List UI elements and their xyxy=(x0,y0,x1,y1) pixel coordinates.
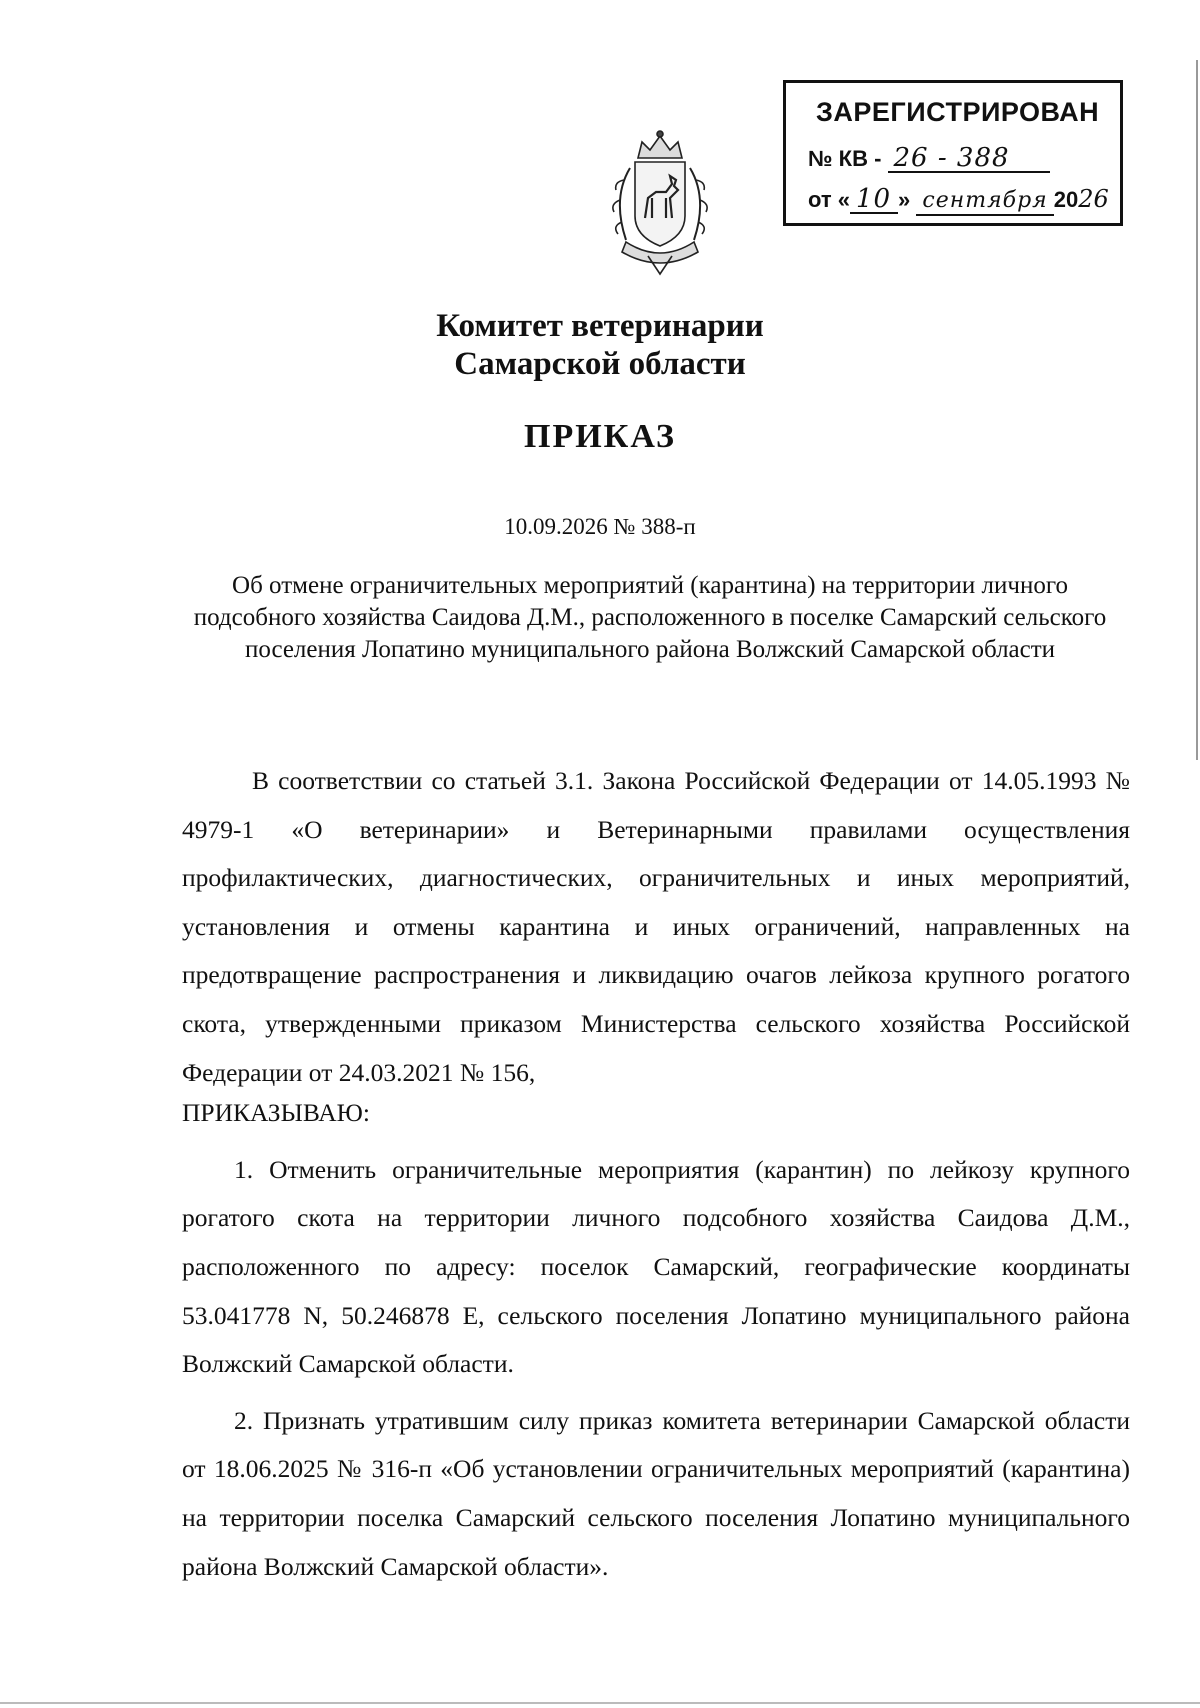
organization-name-line2: Самарской области xyxy=(454,346,746,382)
stamp-day-handwritten: 10 xyxy=(850,186,898,214)
document-date-number: 10.09.2026 № 388-п xyxy=(504,514,696,539)
stamp-date-line xyxy=(808,185,1109,216)
document-body xyxy=(182,757,1130,1591)
scan-bottom-edge xyxy=(0,1702,1200,1704)
stamp-number-line xyxy=(808,145,1050,173)
decree-word: ПРИКАЗЫВАЮ: xyxy=(182,1098,370,1128)
stamp-title: ЗАРЕГИСТРИРОВАН xyxy=(816,97,1100,127)
stamp-date-middle: » xyxy=(898,187,911,212)
document-title: Об отмене ограничительных мероприятий (карантина) на территории личного подсобного хозяйства Саидова Д.М., расположенного в поселке Самарский сельского поселения Лопатино муниципального района Волжский Самарской области xyxy=(193,572,1107,663)
preamble-paragraph: В соответствии со статьей 3.1. Закона Российской Федерации от 14.05.1993 № 4979-1 «О ветеринарии» и Ветеринарными правилами осуществления профилактических, диагностических, ограничительных и иных мероприятий, установления и отмены карантина и иных ограничений, направленных на предотвращение распространения и ликвидацию очагов лейкоза крупного рогатого скота, утвержденными приказом Министерства сельского хозяйства Российской Федерации от 24.03.2021 № 156, xyxy=(182,766,1130,1087)
stamp-number-prefix: № КВ - xyxy=(808,146,882,171)
decree-item-1: 1. Отменить ограничительные мероприятия (карантин) по лейкозу крупного рогатого скота на территории личного подсобного хозяйства Саидова Д.М., расположенного по адресу: поселок Самарский, географические координаты 53.041778 N, 50.246878 E, сельского поселения Лопатино муниципального района Волжский Самарской области. xyxy=(182,1154,1130,1379)
stamp-year-prefix: 20 xyxy=(1053,187,1079,212)
stamp-year-handwritten: 26 xyxy=(1078,185,1109,213)
decree-item-2: 2. Признать утратившим силу приказ комитета ветеринарии Самарской области от 18.06.2025 № 316-п «Об установлении ограничительных мероприятий (карантина) на территории поселка Самарский сельского поселения Лопатино муниципального района Волжский Самарской области». xyxy=(182,1405,1130,1581)
stamp-number-handwritten: 26 - 388 xyxy=(888,145,1050,173)
stamp-month-handwritten: сентября xyxy=(916,188,1053,216)
stamp-date-prefix: от « xyxy=(808,187,851,212)
organization-name-line1: Комитет ветеринарии xyxy=(436,308,764,344)
document-type: ПРИКАЗ xyxy=(524,418,676,455)
scan-edge-mark xyxy=(1196,60,1198,760)
samara-oblast-coat-of-arms-icon xyxy=(590,128,730,278)
registration-stamp xyxy=(783,80,1123,226)
